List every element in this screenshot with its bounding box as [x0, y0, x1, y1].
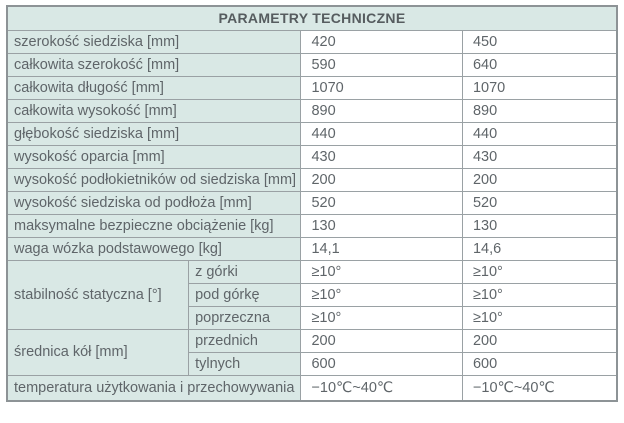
value-cell: 200 — [301, 169, 463, 192]
value-cell: 520 — [301, 192, 463, 215]
value-cell: 430 — [462, 146, 617, 169]
value-cell: 430 — [301, 146, 463, 169]
value-cell: −10℃~40℃ — [462, 376, 617, 402]
value-cell: 130 — [301, 215, 463, 238]
value-cell: 450 — [462, 31, 617, 54]
table-header-row — [7, 6, 617, 31]
subrow-label: z górki — [189, 261, 301, 284]
param-row — [7, 146, 617, 169]
value-cell: 440 — [462, 123, 617, 146]
value-cell: 600 — [301, 353, 463, 376]
param-row — [7, 215, 617, 238]
row-label: wysokość siedziska od podłoża [mm] — [7, 192, 301, 215]
row-label: szerokość siedziska [mm] — [7, 31, 301, 54]
value-cell: 200 — [462, 169, 617, 192]
value-cell: 130 — [462, 215, 617, 238]
param-row — [7, 376, 617, 402]
row-label: temperatura użytkowania i przechowywania — [7, 376, 301, 402]
param-row — [7, 330, 617, 353]
value-cell: 1070 — [462, 77, 617, 100]
table-title: PARAMETRY TECHNICZNE — [7, 6, 617, 31]
value-cell: 14,1 — [301, 238, 463, 261]
param-row — [7, 261, 617, 284]
technical-parameters-table — [6, 5, 618, 402]
subrow-label: pod górkę — [189, 284, 301, 307]
value-cell: 1070 — [301, 77, 463, 100]
value-cell: ≥10° — [301, 284, 463, 307]
value-cell: 590 — [301, 54, 463, 77]
value-cell: 440 — [301, 123, 463, 146]
param-row — [7, 123, 617, 146]
row-label: całkowita długość [mm] — [7, 77, 301, 100]
value-cell: 640 — [462, 54, 617, 77]
row-label: całkowita szerokość [mm] — [7, 54, 301, 77]
subrow-label: przednich — [189, 330, 301, 353]
param-row — [7, 31, 617, 54]
row-label: głębokość siedziska [mm] — [7, 123, 301, 146]
value-cell: ≥10° — [301, 307, 463, 330]
value-cell: ≥10° — [462, 284, 617, 307]
param-row — [7, 100, 617, 123]
value-cell: 600 — [462, 353, 617, 376]
value-cell: −10℃~40℃ — [301, 376, 463, 402]
group-label: stabilność statyczna [°] — [7, 261, 189, 330]
subrow-label: poprzeczna — [189, 307, 301, 330]
value-cell: 200 — [462, 330, 617, 353]
value-cell: 890 — [462, 100, 617, 123]
value-cell: 420 — [301, 31, 463, 54]
param-row — [7, 238, 617, 261]
row-label: waga wózka podstawowego [kg] — [7, 238, 301, 261]
value-cell: 200 — [301, 330, 463, 353]
param-row — [7, 54, 617, 77]
value-cell: 520 — [462, 192, 617, 215]
subrow-label: tylnych — [189, 353, 301, 376]
row-label: maksymalne bezpieczne obciążenie [kg] — [7, 215, 301, 238]
value-cell: ≥10° — [301, 261, 463, 284]
row-label: wysokość oparcia [mm] — [7, 146, 301, 169]
value-cell: 14,6 — [462, 238, 617, 261]
value-cell: ≥10° — [462, 261, 617, 284]
value-cell: ≥10° — [462, 307, 617, 330]
group-label: średnica kół [mm] — [7, 330, 189, 376]
param-row — [7, 77, 617, 100]
value-cell: 890 — [301, 100, 463, 123]
param-row — [7, 169, 617, 192]
row-label: wysokość podłokietników od siedziska [mm] — [7, 169, 301, 192]
param-row — [7, 192, 617, 215]
row-label: całkowita wysokość [mm] — [7, 100, 301, 123]
